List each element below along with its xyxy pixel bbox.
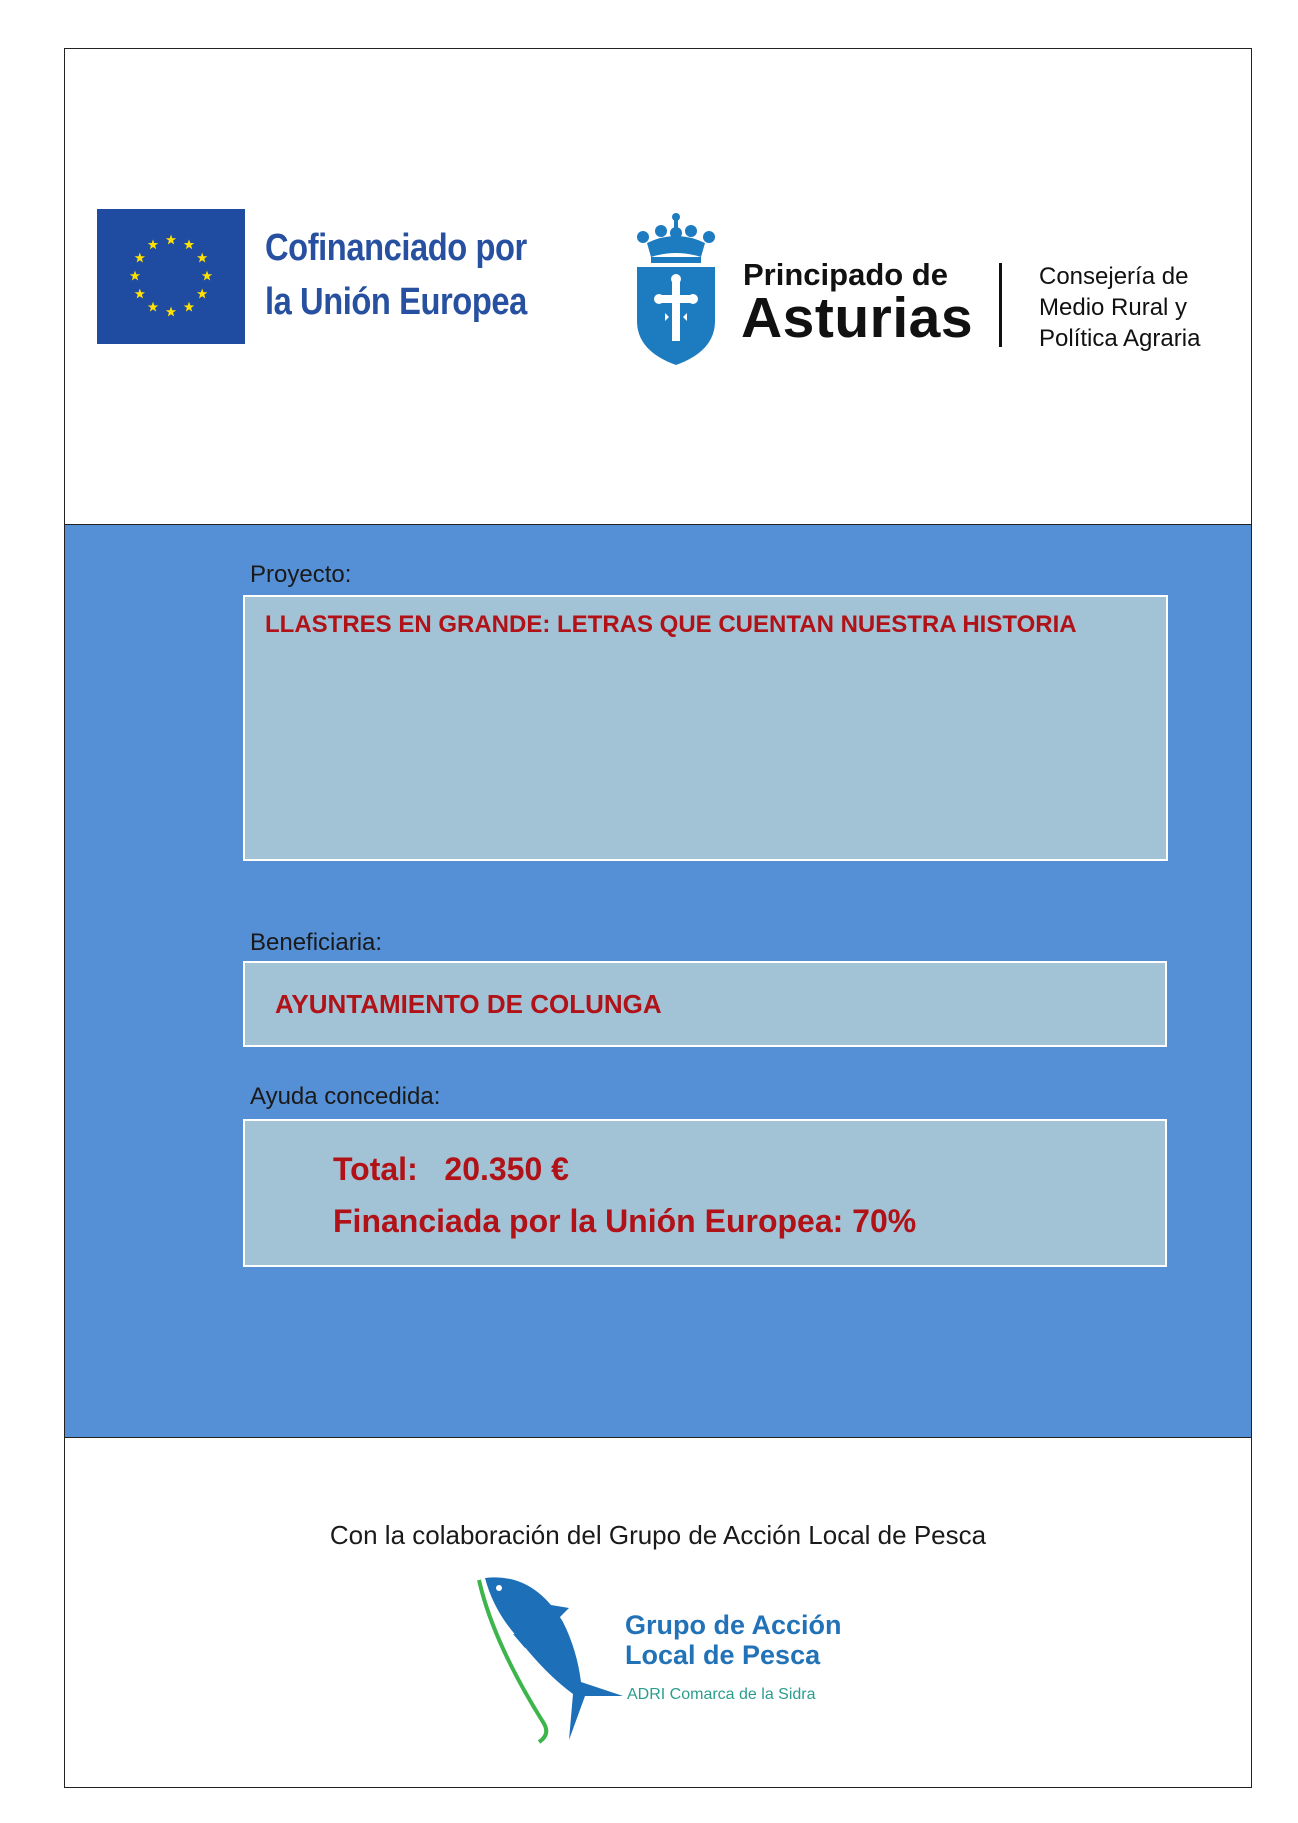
- consejeria-line: Medio Rural y: [1039, 294, 1188, 321]
- eu-cofinancing-logo-text: [265, 221, 527, 329]
- eu-star-icon: [197, 253, 207, 263]
- aid-label: Ayuda concedida:: [250, 1083, 441, 1110]
- aid-total-label: Total:: [333, 1151, 418, 1187]
- consejeria-text: [1039, 261, 1200, 354]
- logos-header: [65, 49, 1251, 525]
- eu-line2: la Unión Europea: [265, 281, 527, 323]
- beneficiary-box: [243, 961, 1167, 1047]
- eu-star-icon: [197, 289, 207, 299]
- aid-total: [333, 1151, 569, 1188]
- asturias-shield-icon: [633, 209, 719, 367]
- beneficiary-label: Beneficiaria:: [250, 929, 383, 956]
- eu-star-icon: [166, 235, 176, 245]
- beneficiary-name: AYUNTAMIENTO DE COLUNGA: [275, 989, 662, 1019]
- eu-star-icon: [166, 307, 176, 317]
- poster-frame: [64, 48, 1252, 1788]
- collaboration-text: Con la colaboración del Grupo de Acción Local de Pesca: [329, 1520, 987, 1550]
- eu-star-icon: [202, 271, 212, 281]
- eu-star-icon: [184, 239, 194, 249]
- footer: [65, 1438, 1251, 1787]
- gal-line3: ADRI Comarca de la Sidra: [627, 1686, 816, 1703]
- project-info-panel: [65, 525, 1251, 1438]
- aid-total-value: 20.350 €: [444, 1151, 569, 1187]
- consejeria-line: Consejería de: [1039, 263, 1189, 290]
- eu-star-icon: [148, 302, 158, 312]
- consejeria-line: Política Agraria: [1039, 325, 1201, 352]
- eu-star-icon: [135, 289, 145, 299]
- gal-line1: Grupo de Acción: [625, 1610, 842, 1640]
- fish-logo-icon: [473, 1572, 633, 1744]
- gal-line2: Local de Pesca: [625, 1640, 821, 1670]
- eu-line1: Cofinanciado por: [265, 227, 527, 269]
- project-label: Proyecto:: [250, 561, 352, 588]
- asturias-line2: Asturias: [741, 286, 974, 350]
- project-box: [243, 595, 1168, 861]
- asturias-line1: Principado de: [743, 257, 948, 292]
- project-name: LLASTRES EN GRANDE: LETRAS QUE CUENTAN NUESTRA HISTORIA: [265, 611, 1077, 638]
- eu-star-icon: [148, 239, 158, 249]
- eu-flag-icon: [97, 209, 245, 344]
- aid-financing: Financiada por la Unión Europea: 70%: [333, 1203, 917, 1239]
- eu-star-icon: [135, 253, 145, 263]
- aid-box: [243, 1119, 1167, 1267]
- logo-divider: [999, 263, 1002, 347]
- eu-star-icon: [184, 302, 194, 312]
- eu-star-icon: [130, 271, 140, 281]
